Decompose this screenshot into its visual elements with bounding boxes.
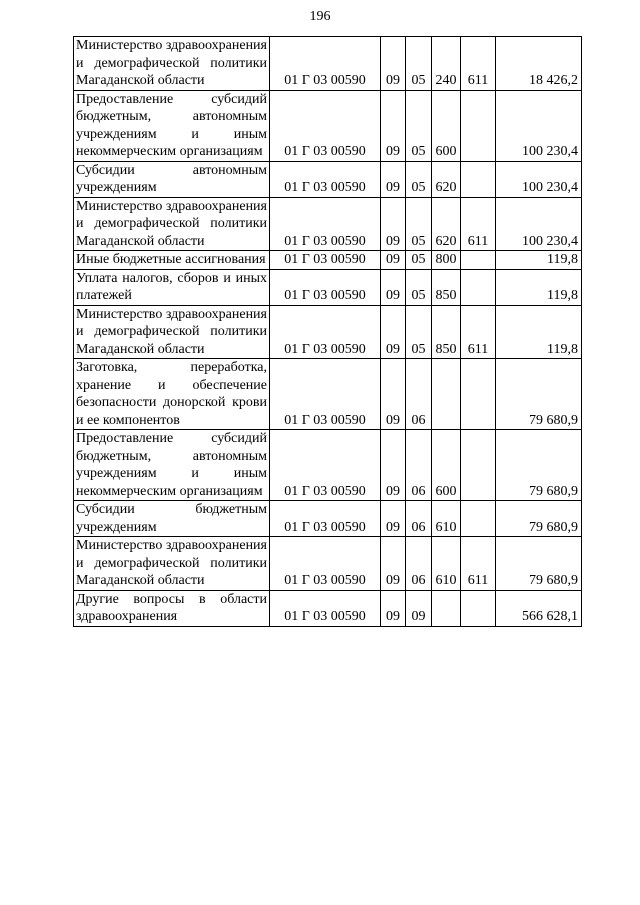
section-code: 09 — [381, 90, 406, 161]
expense-type-code: 610 — [432, 501, 461, 537]
section-code: 09 — [381, 305, 406, 359]
amount: 566 628,1 — [496, 590, 582, 626]
amount: 119,8 — [496, 251, 582, 270]
amount: 18 426,2 — [496, 37, 582, 91]
grbs-code — [461, 251, 496, 270]
grbs-code — [461, 90, 496, 161]
expense-type-code: 600 — [432, 430, 461, 501]
expense-type-code: 610 — [432, 537, 461, 591]
subsection-code: 05 — [406, 197, 432, 251]
grbs-code — [461, 269, 496, 305]
target-code: 01 Г 03 00590 — [270, 197, 381, 251]
grbs-code: 611 — [461, 537, 496, 591]
table-body — [74, 37, 582, 627]
expense-type-code: 850 — [432, 305, 461, 359]
table-row — [74, 305, 582, 359]
amount: 100 230,4 — [496, 197, 582, 251]
table-row — [74, 251, 582, 270]
table-row — [74, 269, 582, 305]
table-row — [74, 197, 582, 251]
target-code: 01 Г 03 00590 — [270, 305, 381, 359]
expense-type-code: 620 — [432, 161, 461, 197]
row-name: Иные бюджетные ассигнования — [74, 251, 270, 270]
table-row — [74, 37, 582, 91]
subsection-code: 05 — [406, 269, 432, 305]
amount: 119,8 — [496, 305, 582, 359]
target-code: 01 Г 03 00590 — [270, 537, 381, 591]
row-name: Уплата налогов, сборов и иных платежей — [74, 269, 270, 305]
table-row — [74, 90, 582, 161]
expense-type-code: 620 — [432, 197, 461, 251]
row-name: Министерство здравоохранения и демографической политики Магаданской области — [74, 305, 270, 359]
section-code: 09 — [381, 161, 406, 197]
table-row — [74, 430, 582, 501]
budget-table — [73, 36, 582, 627]
section-code: 09 — [381, 537, 406, 591]
amount: 100 230,4 — [496, 161, 582, 197]
target-code: 01 Г 03 00590 — [270, 501, 381, 537]
target-code: 01 Г 03 00590 — [270, 37, 381, 91]
table-row — [74, 537, 582, 591]
row-name: Субсидии бюджетным учреждениям — [74, 501, 270, 537]
table-row — [74, 359, 582, 430]
target-code: 01 Г 03 00590 — [270, 430, 381, 501]
grbs-code — [461, 359, 496, 430]
amount: 100 230,4 — [496, 90, 582, 161]
target-code: 01 Г 03 00590 — [270, 359, 381, 430]
section-code: 09 — [381, 590, 406, 626]
row-name: Другие вопросы в области здравоохранения — [74, 590, 270, 626]
table-row — [74, 501, 582, 537]
grbs-code: 611 — [461, 197, 496, 251]
expense-type-code: 240 — [432, 37, 461, 91]
grbs-code: 611 — [461, 37, 496, 91]
expense-type-code: 800 — [432, 251, 461, 270]
grbs-code — [461, 501, 496, 537]
table-row — [74, 590, 582, 626]
grbs-code — [461, 161, 496, 197]
amount: 79 680,9 — [496, 430, 582, 501]
row-name: Министерство здравоохранения и демографической политики Магаданской области — [74, 197, 270, 251]
grbs-code: 611 — [461, 305, 496, 359]
row-name: Заготовка, переработка, хранение и обеспечение безопасности донорской крови и ее компонентов — [74, 359, 270, 430]
section-code: 09 — [381, 251, 406, 270]
target-code: 01 Г 03 00590 — [270, 90, 381, 161]
amount: 79 680,9 — [496, 537, 582, 591]
amount: 79 680,9 — [496, 359, 582, 430]
target-code: 01 Г 03 00590 — [270, 590, 381, 626]
subsection-code: 09 — [406, 590, 432, 626]
subsection-code: 05 — [406, 37, 432, 91]
section-code: 09 — [381, 430, 406, 501]
grbs-code — [461, 430, 496, 501]
row-name: Предоставление субсидий бюджетным, автономным учреждениям и иным некоммерческим организациям — [74, 90, 270, 161]
grbs-code — [461, 590, 496, 626]
page-number: 196 — [309, 9, 331, 24]
subsection-code: 05 — [406, 161, 432, 197]
row-name: Субсидии автономным учреждениям — [74, 161, 270, 197]
amount: 119,8 — [496, 269, 582, 305]
amount: 79 680,9 — [496, 501, 582, 537]
row-name: Министерство здравоохранения и демографической политики Магаданской области — [74, 37, 270, 91]
table-row — [74, 161, 582, 197]
subsection-code: 06 — [406, 501, 432, 537]
target-code: 01 Г 03 00590 — [270, 251, 381, 270]
expense-type-code — [432, 590, 461, 626]
section-code: 09 — [381, 269, 406, 305]
subsection-code: 06 — [406, 359, 432, 430]
subsection-code: 05 — [406, 90, 432, 161]
expense-type-code: 600 — [432, 90, 461, 161]
subsection-code: 05 — [406, 251, 432, 270]
section-code: 09 — [381, 359, 406, 430]
subsection-code: 05 — [406, 305, 432, 359]
section-code: 09 — [381, 501, 406, 537]
subsection-code: 06 — [406, 430, 432, 501]
row-name: Предоставление субсидий бюджетным, автономным учреждениям и иным некоммерческим организациям — [74, 430, 270, 501]
section-code: 09 — [381, 37, 406, 91]
target-code: 01 Г 03 00590 — [270, 269, 381, 305]
expense-type-code — [432, 359, 461, 430]
row-name: Министерство здравоохранения и демографической политики Магаданской области — [74, 537, 270, 591]
subsection-code: 06 — [406, 537, 432, 591]
section-code: 09 — [381, 197, 406, 251]
target-code: 01 Г 03 00590 — [270, 161, 381, 197]
expense-type-code: 850 — [432, 269, 461, 305]
